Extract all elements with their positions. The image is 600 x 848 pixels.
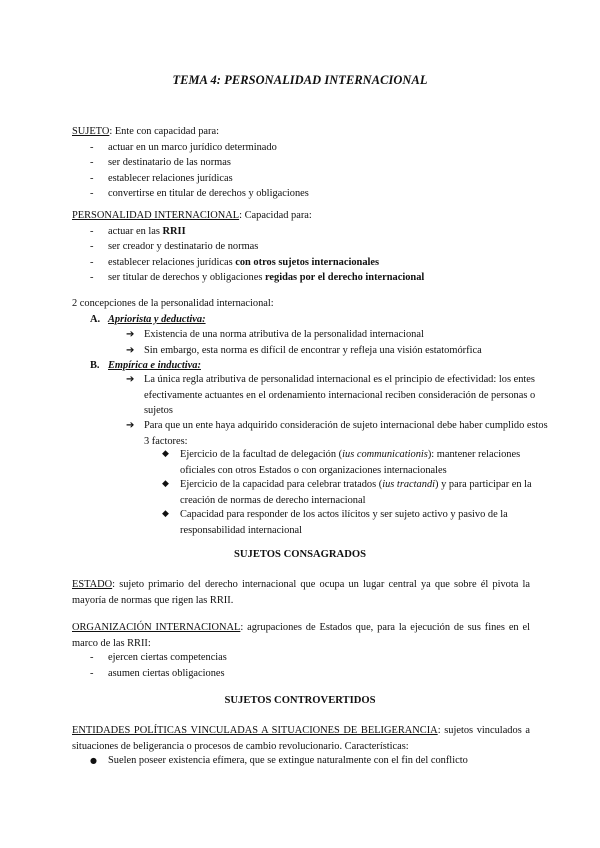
list-item: - actuar en un marco jurídico determinado [90,140,548,156]
factor-item: ◆ Capacidad para responder de los actos ilícitos y ser sujeto activo y pasivo de la responsabilidad internacional [162,509,508,536]
concepciones-intro: 2 concepciones de la personalidad internacional: [72,298,274,309]
list-item: - ser titular de derechos y obligaciones regidas por el derecho internacional [90,270,548,286]
personalidad-intro: : Capacidad para: [239,210,312,221]
list-item: ➔ Sin embargo, esta norma es difícil de encontrar y refleja una visión estatomórfica [126,343,548,359]
diamond-icon: ◆ [162,509,169,519]
estado-label: ESTADO [72,579,113,590]
list-item: - establecer relaciones jurídicas [90,171,548,187]
entidades-label: ENTIDADES POLÍTICAS VINCULADAS A SITUACIONES DE BELIGERANCIA [72,725,438,736]
list-item: - ser creador y destinatario de normas [90,239,548,255]
sujeto-list [90,140,548,202]
sujeto-label: SUJETO [72,126,110,137]
concepcion-a-heading: A. Apriorista y deductiva: [90,313,206,325]
arrow-icon: ➔ [126,329,135,340]
organizacion-list [90,650,548,681]
sujeto-definition [72,124,530,140]
list-item: - establecer relaciones jurídicas con otros sujetos internacionales [90,255,548,271]
list-item: - ser destinatario de las normas [90,155,548,171]
factor-item: ◆ Ejercicio de la facultad de delegación (ius communicationis): mantener relaciones oficiales con otros Estados o con organizaciones internacionales [162,449,521,476]
estado-definition: ESTADO: sujeto primario del derecho internacional que ocupa un lugar central ya que sobre él pivota la mayoría de normas que rigen las RRII. [72,579,530,606]
factor-item: ◆ Ejercicio de la capacidad para celebrar tratados (ius tractandi) y para participar en la creación de normas de derecho internacional [162,479,532,506]
diamond-icon: ◆ [162,479,169,489]
list-item: - ejercen ciertas competencias [90,650,548,666]
section-heading-controvertidos: SUJETOS CONTROVERTIDOS [224,695,376,706]
diamond-icon: ◆ [162,449,169,459]
personalidad-list [90,224,548,286]
list-item: ● Suelen poseer existencia efímera, que se extingue naturalmente con el fin del conflicto [90,753,548,769]
list-item: - asumen ciertas obligaciones [90,666,548,682]
list-item: - actuar en las RRII [90,224,548,240]
arrow-icon: ➔ [126,374,135,385]
bullet-icon: ● [90,756,97,765]
personalidad-definition [72,208,530,224]
list-item: - convertirse en titular de derechos y obligaciones [90,186,548,202]
page-title: TEMA 4: PERSONALIDAD INTERNACIONAL [172,73,428,87]
organizacion-label: ORGANIZACIÓN INTERNACIONAL [72,622,241,633]
section-heading-consagrados: SUJETOS CONSAGRADOS [234,549,366,560]
sujeto-intro: : Ente con capacidad para: [109,126,219,137]
concepcion-b-heading: B. Empírica e inductiva: [90,360,201,371]
arrow-icon: ➔ [126,420,135,431]
list-item: ➔ La única regla atributiva de personalidad internacional es el principio de efectividad: los entes efectivamente actuantes en el ordenamiento internacional reciben consideración de personas o sujetos [126,374,536,417]
arrow-icon: ➔ [126,344,135,356]
personalidad-label: PERSONALIDAD INTERNACIONAL [72,210,240,221]
organizacion-definition: ORGANIZACIÓN INTERNACIONAL: agrupaciones de Estados que, para la ejecución de sus fines en el marco de las RRII: [72,622,530,649]
entidades-definition: ENTIDADES POLÍTICAS VINCULADAS A SITUACIONES DE BELIGERANCIA: sujetos vinculados a situaciones de beligerancia o procesos de cambio revolucionario. Características: [72,725,530,752]
list-item: ➔ Existencia de una norma atributiva de la personalidad internacional [126,327,548,343]
list-item: ➔ Para que un ente haya adquirido consideración de sujeto internacional debe haber cumplido estos 3 factores: [126,420,548,447]
